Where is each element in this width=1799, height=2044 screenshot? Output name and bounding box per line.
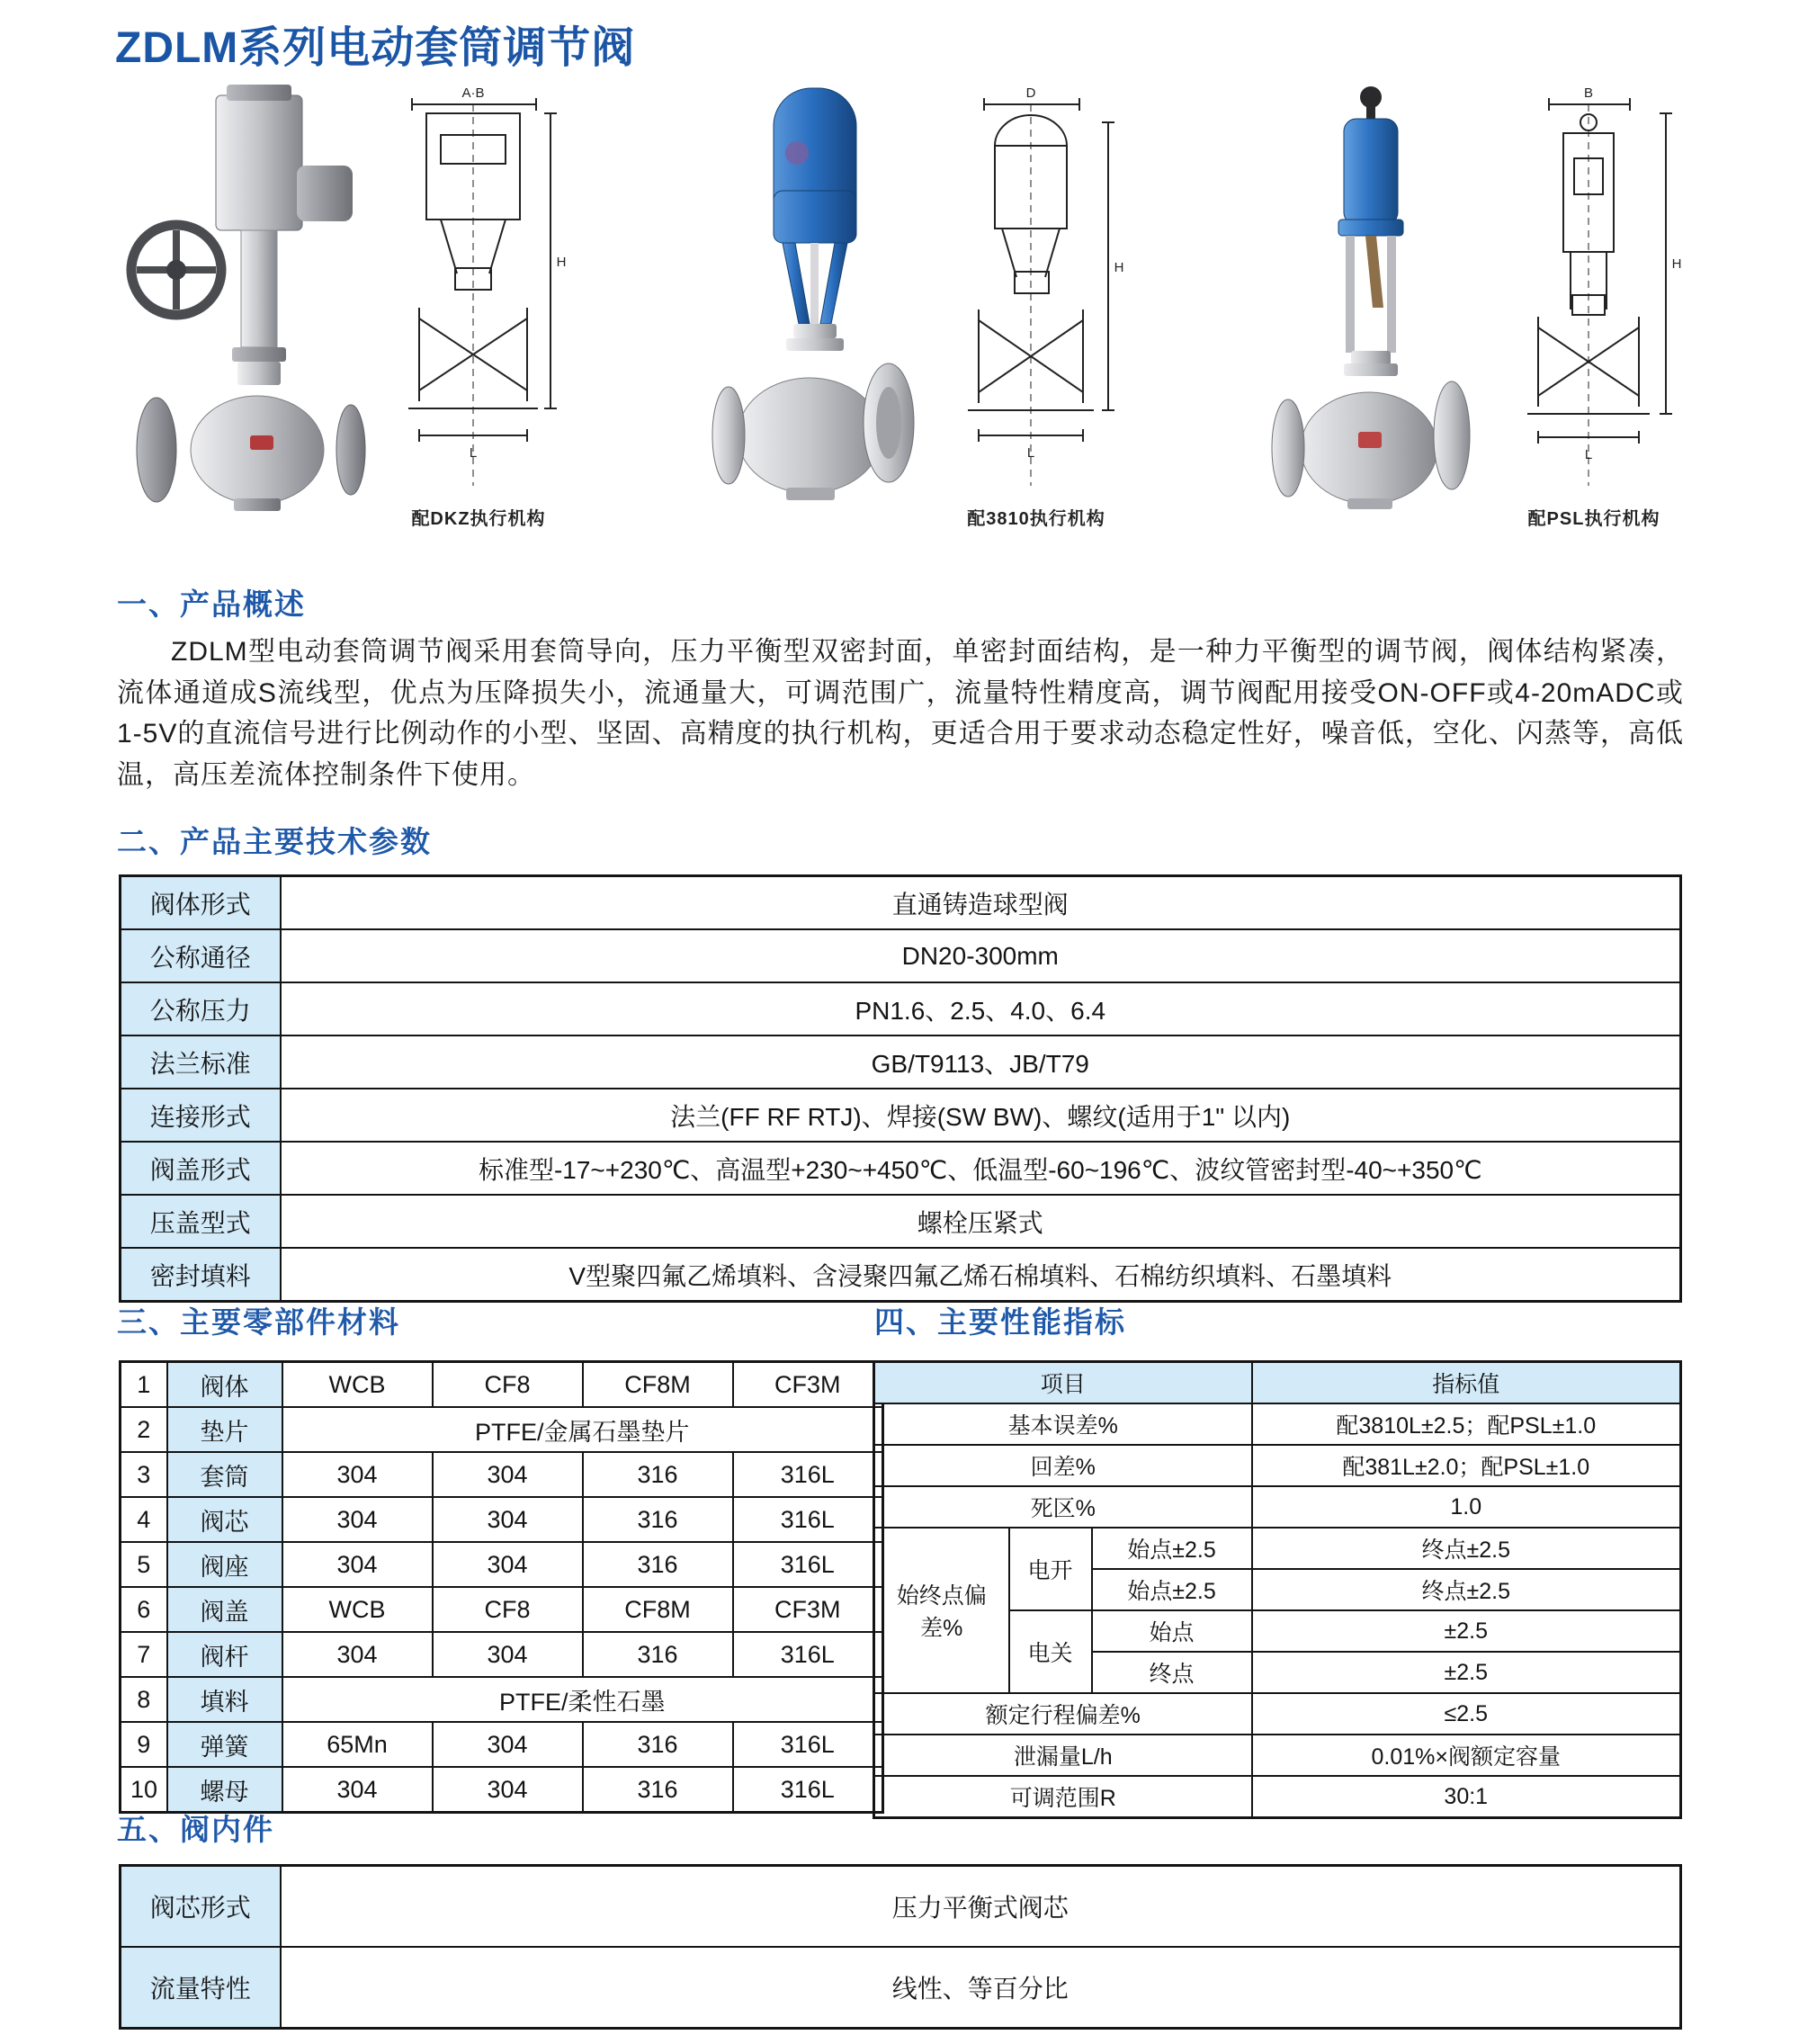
table-row [121, 1142, 1681, 1195]
svg-text:H: H [556, 255, 567, 270]
svg-text:H: H [1114, 260, 1124, 275]
material-cell: CF8M [583, 1587, 733, 1632]
material-cell: 316L [733, 1542, 883, 1587]
param-label: 连接形式 [121, 1089, 281, 1142]
part-name: 螺母 [167, 1767, 282, 1813]
table-row [121, 1947, 1681, 2029]
internal-label: 阀芯形式 [121, 1866, 281, 1948]
drawing-caption-3: 配PSL执行机构 [1527, 509, 1660, 529]
table-row [121, 1362, 883, 1408]
row-number: 2 [121, 1407, 167, 1452]
deviation-value: 终点±2.5 [1252, 1569, 1681, 1610]
performance-table [873, 1360, 1682, 1819]
part-name: 套筒 [167, 1452, 282, 1497]
param-value: DN20-300mm [281, 929, 1681, 982]
param-label: 阀盖形式 [121, 1142, 281, 1195]
material-cell: 316L [733, 1452, 883, 1497]
svg-text:H: H [1671, 256, 1682, 272]
section-heading-materials: 三、主要零部件材料 [117, 1305, 400, 1339]
deviation-sub: 始点±2.5 [1092, 1528, 1252, 1569]
row-number: 8 [121, 1677, 167, 1722]
material-cell: 304 [282, 1632, 433, 1677]
perf-label: 可调范围R [874, 1776, 1252, 1818]
dimension-drawing-3 [1506, 83, 1682, 498]
section-heading-internals: 五、阀内件 [117, 1813, 274, 1846]
row-number: 5 [121, 1542, 167, 1587]
internal-value: 压力平衡式阀芯 [281, 1866, 1681, 1948]
param-value: 法兰(FF RF RTJ)、焊接(SW BW)、螺纹(适用于1" 以内) [281, 1089, 1681, 1142]
material-cell: 304 [282, 1452, 433, 1497]
row-number: 9 [121, 1722, 167, 1767]
table-row [874, 1735, 1681, 1776]
table-row [874, 1693, 1681, 1735]
row-number: 7 [121, 1632, 167, 1677]
section-heading-tech-params: 二、产品主要技术参数 [117, 825, 432, 858]
perf-value: 30:1 [1252, 1776, 1681, 1818]
param-value: PN1.6、2.5、4.0、6.4 [281, 982, 1681, 1035]
part-name: 弹簧 [167, 1722, 282, 1767]
table-row [874, 1776, 1681, 1818]
dimension-drawing-2 [948, 83, 1124, 498]
param-label: 密封填料 [121, 1248, 281, 1302]
material-cell: 316L [733, 1497, 883, 1542]
material-cell: CF8 [433, 1362, 583, 1408]
table-row [121, 1248, 1681, 1302]
deviation-mode: 电关 [1009, 1610, 1092, 1693]
perf-label: 回差% [874, 1445, 1252, 1486]
table-header-row [874, 1362, 1681, 1404]
material-cell: 304 [433, 1497, 583, 1542]
material-cell: 316L [733, 1767, 883, 1813]
table-row [874, 1528, 1681, 1569]
deviation-value: ±2.5 [1252, 1652, 1681, 1693]
material-cell: 316 [583, 1497, 733, 1542]
deviation-sub: 始点 [1092, 1610, 1252, 1652]
material-cell: 316 [583, 1722, 733, 1767]
deviation-value: 终点±2.5 [1252, 1528, 1681, 1569]
param-label: 公称通径 [121, 929, 281, 982]
tech-params-table [119, 874, 1682, 1303]
row-number: 6 [121, 1587, 167, 1632]
param-label: 法兰标准 [121, 1035, 281, 1089]
material-cell: PTFE/金属石墨垫片 [282, 1407, 883, 1452]
table-row [121, 1195, 1681, 1248]
svg-text:L: L [1026, 445, 1035, 461]
material-cell: 316L [733, 1632, 883, 1677]
perf-value: 0.01%×阀额定容量 [1252, 1735, 1681, 1776]
materials-table [119, 1360, 884, 1814]
svg-text:B: B [1583, 85, 1594, 101]
part-name: 阀杆 [167, 1632, 282, 1677]
gallery-pair-2 [703, 83, 1124, 555]
dimension-drawing-1 [390, 83, 567, 498]
material-cell: WCB [282, 1362, 433, 1408]
table-row [121, 929, 1681, 982]
param-label: 压盖型式 [121, 1195, 281, 1248]
material-cell: 316 [583, 1767, 733, 1813]
perf-header-value: 指标值 [1252, 1362, 1681, 1404]
perf-value: 1.0 [1252, 1486, 1681, 1528]
perf-header-item: 项目 [874, 1362, 1252, 1404]
param-label: 公称压力 [121, 982, 281, 1035]
param-value: 直通铸造球型阀 [281, 876, 1681, 930]
perf-value: 配3810L±2.5；配PSL±1.0 [1252, 1403, 1681, 1445]
section-heading-overview: 一、产品概述 [117, 587, 306, 621]
internal-label: 流量特性 [121, 1947, 281, 2029]
part-name: 阀座 [167, 1542, 282, 1587]
perf-value: ≤2.5 [1252, 1693, 1681, 1735]
overview-paragraph: ZDLM型电动套筒调节阀采用套筒导向，压力平衡型双密封面，单密封面结构，是一种力平衡型的调节阀，阀体结构紧凑，流体通道成S流线型，优点为压降损失小，流通量大，可调范围广，流量特性精度高，调节阀配用接受ON-OFF或4-20mADC或1-5V的直流信号进行比例动作的小型、坚固、高精度的执行机构，更适合用于要求动态稳定性好，噪音低，空化、闪蒸等，高低温，高压差流体控制条件下使用。 [117, 637, 1684, 790]
material-cell: PTFE/柔性石墨 [282, 1677, 883, 1722]
material-cell: 304 [433, 1632, 583, 1677]
table-row [874, 1403, 1681, 1445]
perf-label: 死区% [874, 1486, 1252, 1528]
material-cell: 316 [583, 1542, 733, 1587]
material-cell: 304 [433, 1452, 583, 1497]
part-name: 阀盖 [167, 1587, 282, 1632]
param-value: 标准型-17~+230℃、高温型+230~+450℃、低温型-60~196℃、波纹管密封型-40~+350℃ [281, 1142, 1681, 1195]
table-row [121, 1587, 883, 1632]
part-name: 阀芯 [167, 1497, 282, 1542]
part-name: 垫片 [167, 1407, 282, 1452]
param-label: 阀体形式 [121, 876, 281, 930]
section-heading-performance: 四、主要性能指标 [874, 1305, 1126, 1339]
table-row [121, 1407, 883, 1452]
deviation-sub: 始点±2.5 [1092, 1569, 1252, 1610]
deviation-mode: 电开 [1009, 1528, 1092, 1610]
svg-text:A·B: A·B [461, 85, 485, 101]
table-row [121, 1632, 883, 1677]
perf-value: 配381L±2.0；配PSL±1.0 [1252, 1445, 1681, 1486]
table-row [121, 1722, 883, 1767]
row-number: 10 [121, 1767, 167, 1813]
material-cell: 316 [583, 1632, 733, 1677]
perf-label: 额定行程偏差% [874, 1693, 1252, 1735]
material-cell: CF8M [583, 1362, 733, 1408]
material-cell: CF8 [433, 1587, 583, 1632]
perf-label: 基本误差% [874, 1403, 1252, 1445]
table-row [121, 1767, 883, 1813]
material-cell: WCB [282, 1587, 433, 1632]
table-row [121, 1677, 883, 1722]
table-row [121, 1089, 1681, 1142]
param-value: V型聚四氟乙烯填料、含浸聚四氟乙烯石棉填料、石棉纺织填料、石墨填料 [281, 1248, 1681, 1302]
material-cell: 304 [282, 1542, 433, 1587]
param-value: GB/T9113、JB/T79 [281, 1035, 1681, 1089]
product-gallery [126, 83, 1682, 573]
material-cell: 65Mn [282, 1722, 433, 1767]
svg-text:L: L [1584, 447, 1593, 462]
internal-value: 线性、等百分比 [281, 1947, 1681, 2029]
material-cell: 316 [583, 1452, 733, 1497]
perf-label: 泄漏量L/h [874, 1735, 1252, 1776]
material-cell: CF3M [733, 1587, 883, 1632]
part-name: 填料 [167, 1677, 282, 1722]
internals-table [119, 1864, 1682, 2030]
param-value: 螺栓压紧式 [281, 1195, 1681, 1248]
material-cell: 316L [733, 1722, 883, 1767]
material-cell: 304 [282, 1767, 433, 1813]
deviation-label: 始终点偏差% [874, 1528, 1009, 1693]
valve-photo-blue-slim-actuator [1261, 83, 1482, 555]
valve-photo-gray-actuator [126, 83, 367, 555]
valve-photo-blue-actuator [703, 83, 925, 555]
table-row [121, 1542, 883, 1587]
drawing-caption-2: 配3810执行机构 [967, 509, 1105, 529]
deviation-sub: 终点 [1092, 1652, 1252, 1693]
table-row [121, 1035, 1681, 1089]
svg-text:L: L [469, 445, 478, 461]
material-cell: 304 [433, 1722, 583, 1767]
row-number: 4 [121, 1497, 167, 1542]
material-cell: 304 [433, 1542, 583, 1587]
table-row [874, 1445, 1681, 1486]
part-name: 阀体 [167, 1362, 282, 1408]
table-row [121, 1497, 883, 1542]
deviation-value: ±2.5 [1252, 1610, 1681, 1652]
material-cell: 304 [282, 1497, 433, 1542]
row-number: 3 [121, 1452, 167, 1497]
table-row [121, 876, 1681, 930]
gallery-pair-1 [126, 83, 567, 555]
gallery-pair-3 [1261, 83, 1682, 555]
material-cell: CF3M [733, 1362, 883, 1408]
table-row [121, 1866, 1681, 1948]
row-number: 1 [121, 1362, 167, 1408]
table-row [121, 1452, 883, 1497]
table-row [874, 1486, 1681, 1528]
page-title: ZDLM系列电动套筒调节阀 [115, 24, 636, 72]
table-row [121, 982, 1681, 1035]
material-cell: 304 [433, 1767, 583, 1813]
drawing-caption-1: 配DKZ执行机构 [411, 509, 546, 529]
svg-text:D: D [1025, 85, 1036, 101]
